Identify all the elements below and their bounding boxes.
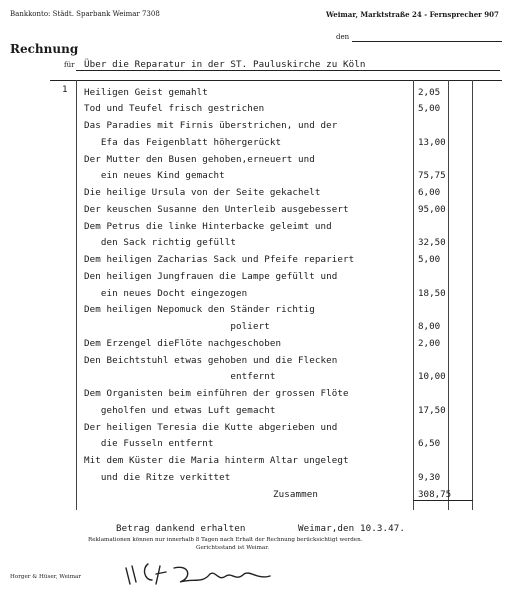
- for-label: für: [64, 61, 75, 69]
- item-description: Heiligen Geist gemahlt: [84, 86, 208, 98]
- complaints-note: Reklamationen können nur innerhalb 8 Tagen nach Erhalt der Rechnung berücksichtigt werden.: [88, 537, 363, 543]
- item-description: Der Mutter den Busen gehoben,erneuert und: [84, 153, 315, 165]
- item-description: Den Beichtstuhl etwas gehoben und die Flecken: [84, 354, 338, 366]
- item-amount: 10,00: [418, 371, 446, 383]
- item-column-rule: [76, 80, 77, 510]
- date-label: den: [336, 33, 350, 41]
- page-title: Rechnung: [10, 42, 79, 56]
- subject-underline: [76, 70, 500, 71]
- item-amount: 32,50: [418, 237, 446, 249]
- item-description: ein neues Docht eingezogen: [84, 287, 248, 299]
- item-amount: 6,50: [418, 438, 441, 450]
- item-amount: 5,00: [418, 254, 441, 265]
- amount-column-rule-mid: [448, 80, 449, 510]
- item-description: Dem Petrus die linke Hinterbacke geleimt und: [84, 220, 332, 232]
- item-number: 1: [62, 84, 68, 95]
- item-amount: 13,00: [418, 136, 446, 148]
- item-description: den Sack richtig gefüllt: [84, 237, 237, 249]
- item-description: Dem heiligen Zacharias Sack und Pfeife repariert: [84, 254, 355, 265]
- item-amount: 9,30: [418, 471, 441, 483]
- item-description: die Fusseln entfernt: [84, 438, 214, 450]
- item-amount: 5,00: [418, 103, 441, 115]
- item-description: Dem Organisten beim einführen der grossen Flöte: [84, 388, 349, 399]
- bank-account: Bankkonto: Städt. Sparbank Weimar 7308: [10, 10, 160, 18]
- item-description: Der keuschen Susanne den Unterleib ausgebessert: [84, 203, 349, 215]
- total-underline: [413, 500, 473, 501]
- item-description: Dem heiligen Nepomuck den Ständer richtig: [84, 304, 315, 316]
- item-amount: 8,00: [418, 321, 441, 332]
- item-amount: 18,50: [418, 287, 446, 299]
- table-top-rule: [50, 80, 502, 81]
- item-amount: 2,05: [418, 86, 441, 98]
- item-amount: 95,00: [418, 203, 446, 215]
- subject-line: Über die Reparatur in der ST. Pauluskirche zu Köln: [84, 59, 366, 70]
- item-description: Das Paradies mit Firnis überstrichen, und der: [84, 120, 338, 131]
- company-address: Weimar, Marktstraße 24 - Fernsprecher 907: [326, 10, 499, 19]
- item-description: Mit dem Küster die Maria hinterm Altar ungelegt: [84, 455, 349, 466]
- signature: [120, 558, 280, 592]
- item-description: Den heiligen Jungfrauen die Lampe gefüllt und: [84, 270, 338, 282]
- item-description: ein neues Kind gemacht: [84, 170, 225, 182]
- item-amount: 75,75: [418, 170, 446, 182]
- item-description: Dem Erzengel dieFlöte nachgeschoben: [84, 337, 282, 349]
- printer-imprint: Horger & Hüser, Weimar: [10, 574, 82, 580]
- total-label: Zusammen: [273, 489, 319, 500]
- item-description: Die heilige Ursula von der Seite gekachelt: [84, 187, 321, 198]
- received-text: Betrag dankend erhalten: [116, 523, 246, 534]
- item-description: poliert: [84, 321, 270, 332]
- item-description: und die Ritze verkittet: [84, 471, 231, 483]
- item-amount: 17,50: [418, 404, 446, 416]
- item-amount: 6,00: [418, 187, 441, 198]
- item-description: entfernt: [84, 371, 276, 383]
- total-amount: 308,75: [418, 489, 452, 500]
- place-date: Weimar,den 10.3.47.: [298, 523, 405, 534]
- jurisdiction-note: Gerichtsstand ist Weimar.: [196, 545, 270, 551]
- date-line: [352, 41, 502, 42]
- item-description: Tod und Teufel frisch gestrichen: [84, 103, 265, 115]
- item-description: Efa das Feigenblatt höhergerückt: [84, 136, 282, 148]
- amount-column-rule-left: [413, 80, 414, 510]
- amount-column-rule-right: [472, 80, 473, 510]
- item-amount: 2,00: [418, 337, 441, 349]
- item-description: geholfen und etwas Luft gemacht: [84, 404, 276, 416]
- item-description: Der heiligen Teresia die Kutte abgerieben und: [84, 421, 338, 433]
